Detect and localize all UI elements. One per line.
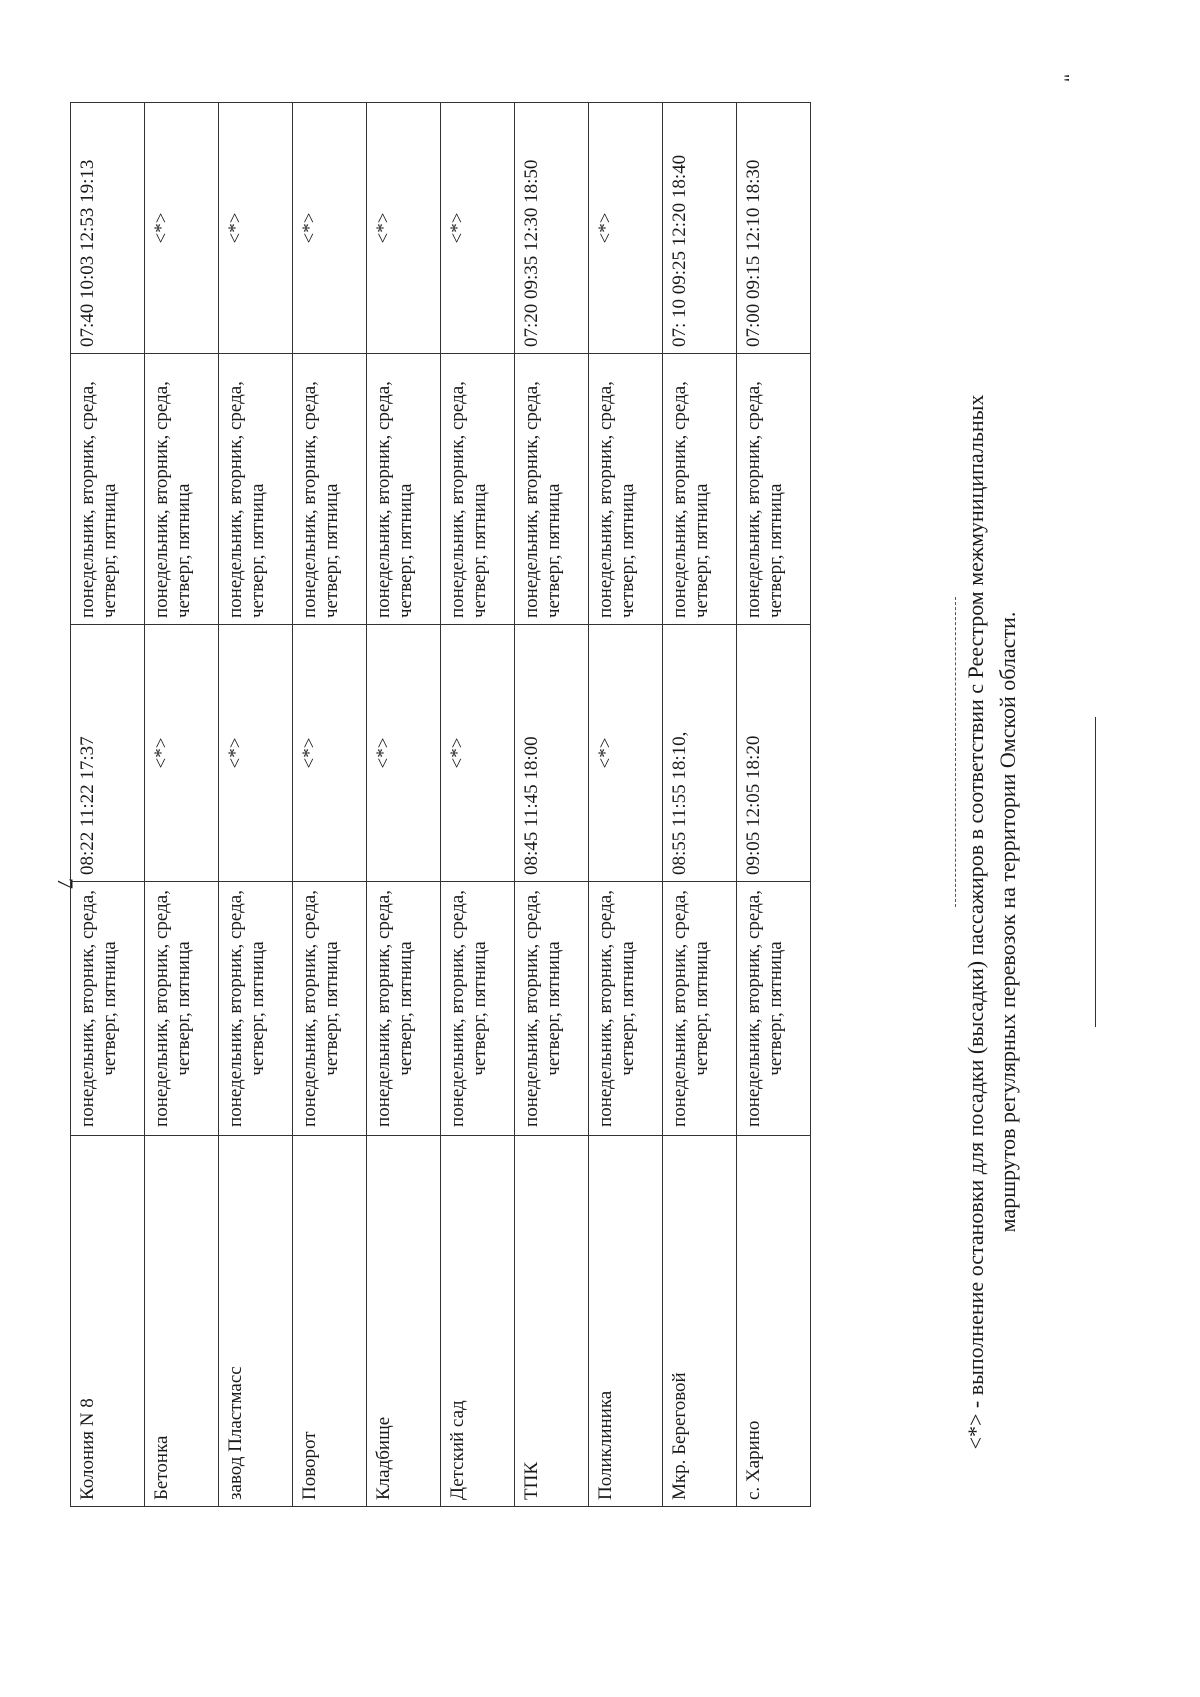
table-row xyxy=(367,103,441,1507)
table-row xyxy=(441,103,515,1507)
times-forward: <*> xyxy=(145,625,219,882)
stop-name: Детский сад xyxy=(441,1136,515,1507)
days-return: понедельник, вторник, среда, четверг, пятница xyxy=(441,354,515,625)
days-return: понедельник, вторник, среда, четверг, пятница xyxy=(737,354,811,625)
times-forward: <*> xyxy=(219,625,293,882)
times-return: <*> xyxy=(219,103,293,354)
stop-name: Кладбище xyxy=(367,1136,441,1507)
table-row xyxy=(589,103,663,1507)
times-return: 07:20 09:35 12:30 18:50 xyxy=(515,103,589,354)
footnote-separator xyxy=(955,597,956,907)
times-return: <*> xyxy=(145,103,219,354)
times-forward: <*> xyxy=(367,625,441,882)
closing-quote: " xyxy=(1051,73,1073,82)
stop-name: ТПК xyxy=(515,1136,589,1507)
stop-name: завод Пластмасс xyxy=(219,1136,293,1507)
days-forward: понедельник, вторник, среда, четверг, пятница xyxy=(515,882,589,1136)
days-forward: понедельник, вторник, среда, четверг, пятница xyxy=(71,882,145,1136)
times-forward: <*> xyxy=(293,625,367,882)
days-return: понедельник, вторник, среда, четверг, пятница xyxy=(71,354,145,625)
schedule-table xyxy=(70,102,811,1507)
times-return: <*> xyxy=(293,103,367,354)
times-return: <*> xyxy=(367,103,441,354)
footnote-line-1: <*> - выполнение остановки для посадки (высадки) пассажиров в соответствии с Реестром межмуниципальных xyxy=(963,394,988,1450)
days-forward: понедельник, вторник, среда, четверг, пятница xyxy=(737,882,811,1136)
times-return: 07:00 09:15 12:10 18:30 xyxy=(737,103,811,354)
times-return: 07: 10 09:25 12:20 18:40 xyxy=(663,103,737,354)
times-forward: 08:55 11:55 18:10, xyxy=(663,625,737,882)
days-return: понедельник, вторник, среда, четверг, пятница xyxy=(219,354,293,625)
table-row xyxy=(145,103,219,1507)
stop-name: с. Харино xyxy=(737,1136,811,1507)
times-forward: 09:05 12:05 18:20 xyxy=(737,625,811,882)
times-forward: 08:22 11:22 17:37 xyxy=(71,625,145,882)
table-row xyxy=(737,103,811,1507)
table-row xyxy=(71,103,145,1507)
times-forward: <*> xyxy=(589,625,663,882)
days-return: понедельник, вторник, среда, четверг, пятница xyxy=(663,354,737,625)
page-number: 7 xyxy=(53,878,78,889)
days-return: понедельник, вторник, среда, четверг, пятница xyxy=(293,354,367,625)
days-return: понедельник, вторник, среда, четверг, пятница xyxy=(367,354,441,625)
days-forward: понедельник, вторник, среда, четверг, пятница xyxy=(145,882,219,1136)
stop-name: Мкр. Береговой xyxy=(663,1136,737,1507)
days-forward: понедельник, вторник, среда, четверг, пятница xyxy=(219,882,293,1136)
days-forward: понедельник, вторник, среда, четверг, пятница xyxy=(293,882,367,1136)
days-return: понедельник, вторник, среда, четверг, пятница xyxy=(145,354,219,625)
times-forward: <*> xyxy=(441,625,515,882)
times-return: 07:40 10:03 12:53 19:13 xyxy=(71,103,145,354)
days-forward: понедельник, вторник, среда, четверг, пятница xyxy=(441,882,515,1136)
stop-name: Поликлиника xyxy=(589,1136,663,1507)
times-return: <*> xyxy=(441,103,515,354)
days-return: понедельник, вторник, среда, четверг, пятница xyxy=(589,354,663,625)
times-forward: 08:45 11:45 18:00 xyxy=(515,625,589,882)
table-row xyxy=(293,103,367,1507)
footnote xyxy=(960,357,1024,1487)
table-row xyxy=(219,103,293,1507)
days-forward: понедельник, вторник, среда, четверг, пятница xyxy=(367,882,441,1136)
table-row xyxy=(515,103,589,1507)
stop-name: Колония N 8 xyxy=(71,1136,145,1507)
stop-name: Поворот xyxy=(293,1136,367,1507)
times-return: <*> xyxy=(589,103,663,354)
end-rule xyxy=(1095,717,1096,1027)
table-row xyxy=(663,103,737,1507)
days-return: понедельник, вторник, среда, четверг, пятница xyxy=(515,354,589,625)
footnote-line-2: маршрутов регулярных перевозок на территории Омской области. xyxy=(994,611,1020,1233)
days-forward: понедельник, вторник, среда, четверг, пятница xyxy=(663,882,737,1136)
stop-name: Бетонка xyxy=(145,1136,219,1507)
days-forward: понедельник, вторник, среда, четверг, пятница xyxy=(589,882,663,1136)
